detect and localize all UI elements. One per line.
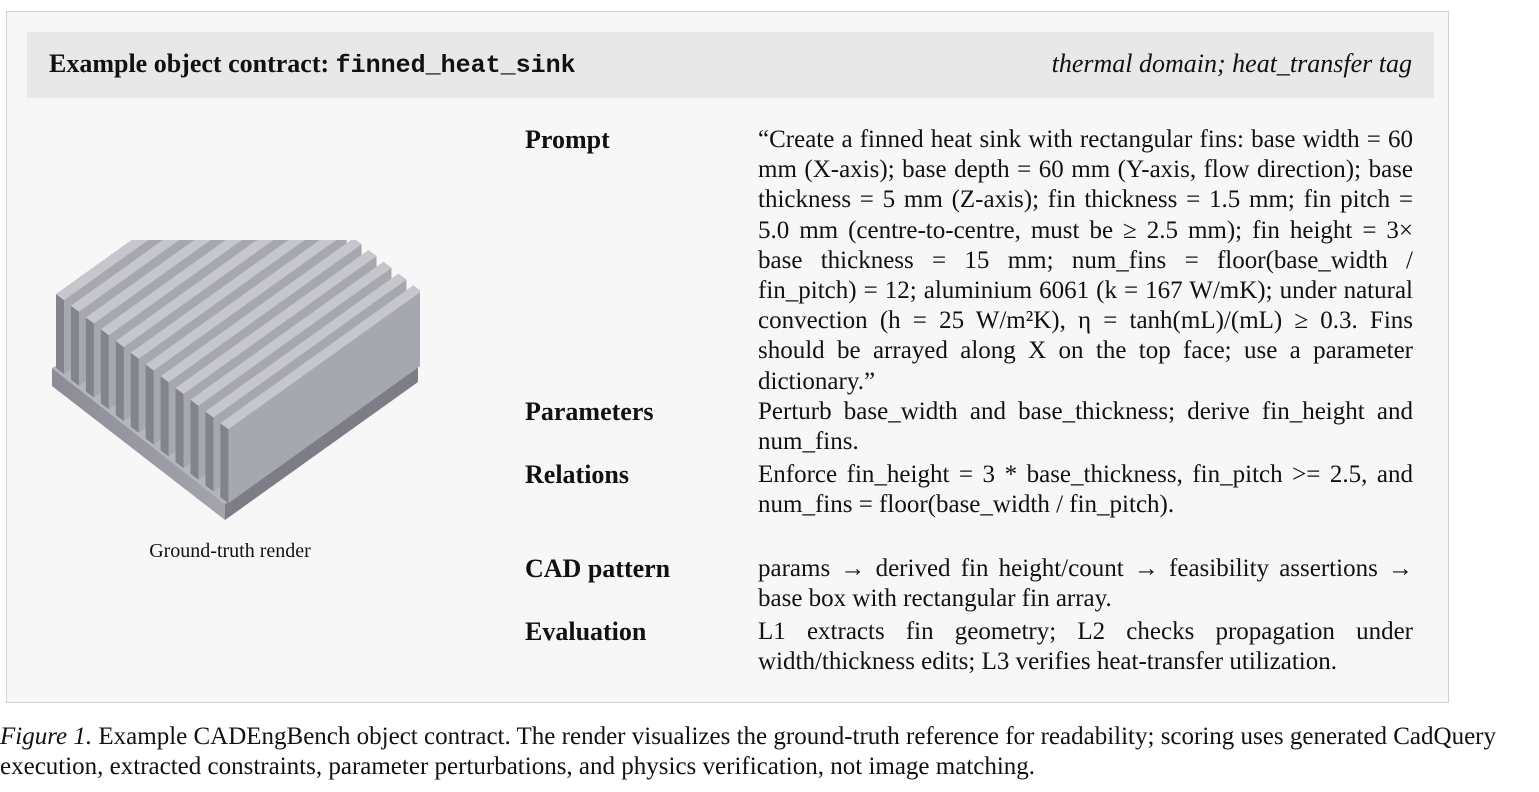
fin-face — [146, 364, 154, 444]
fin-face — [56, 294, 64, 374]
row-label-prompt: Prompt — [525, 125, 610, 154]
panel-title — [49, 49, 576, 80]
fin-face — [116, 341, 124, 421]
domain-tag: thermal domain; heat_transfer tag — [1051, 49, 1412, 78]
row-text-parameters: Perturb base_width and base_thickness; derive fin_height and num_fins. — [758, 398, 1413, 456]
fin-face — [190, 400, 198, 480]
panel-header — [27, 32, 1434, 98]
fin-face — [176, 388, 184, 468]
fin-face — [131, 353, 139, 433]
row-label-parameters: Parameters — [525, 397, 654, 426]
row-text-cad-pattern: params → derived fin height/count → feasibility assertions → base box with rectangular fin array. — [758, 555, 1413, 613]
row-text-evaluation: L1 extracts fin geometry; L2 checks propagation under width/thickness edits; L3 verifies heat-transfer utilization. — [758, 618, 1413, 676]
fin-face — [71, 306, 79, 386]
fin-face — [220, 423, 228, 503]
fin-face — [205, 411, 213, 491]
row-label-relations: Relations — [525, 460, 629, 489]
fin-face — [86, 317, 94, 397]
heat-sink-render — [40, 240, 420, 530]
row-text-relations: Enforce fin_height = 3 * base_thickness, fin_pitch >= 2.5, and num_fins = floor(base_width / fin_pitch). — [758, 461, 1413, 519]
row-label-evaluation: Evaluation — [525, 617, 647, 646]
figure-caption — [0, 722, 1539, 782]
figure-label: Figure 1. — [0, 723, 93, 750]
title-object: finned_heat_sink — [335, 51, 576, 80]
row-text-prompt: “Create a finned heat sink with rectangular fins: base width = 60 mm (X-axis); base depth = 60 mm (Y-axis, flow direction); base thickness = 5 mm (Z-axis); fin thickness = 1.5 mm; fin pitch = 5.0 mm (centre-to-centre, must be ≥ 2.5 mm); fin height = 3× base thickness = 15 mm; num_fins = floor(base_width / fin_pitch) = 12; aluminium 6061 (k = 167 W/mK); under natural convection (h = 25 W/m²K), η = tanh(mL)/(mL) ≥ 0.3. Fins should be arrayed along X on the top face; use a parameter dictionary.” — [758, 126, 1413, 395]
fin-face — [161, 376, 169, 456]
render-caption: Ground-truth render — [149, 540, 311, 562]
fin-face — [101, 329, 109, 409]
row-label-cad-pattern: CAD pattern — [525, 554, 671, 583]
figure-caption-text: Example CADEngBench object contract. The render visualizes the ground-truth reference for readability; scoring uses generated CadQuery execution, extracted constraints, parameter perturbations, and physics verification, not image matching. — [0, 723, 1496, 780]
title-prefix: Example object contract: — [49, 49, 330, 78]
